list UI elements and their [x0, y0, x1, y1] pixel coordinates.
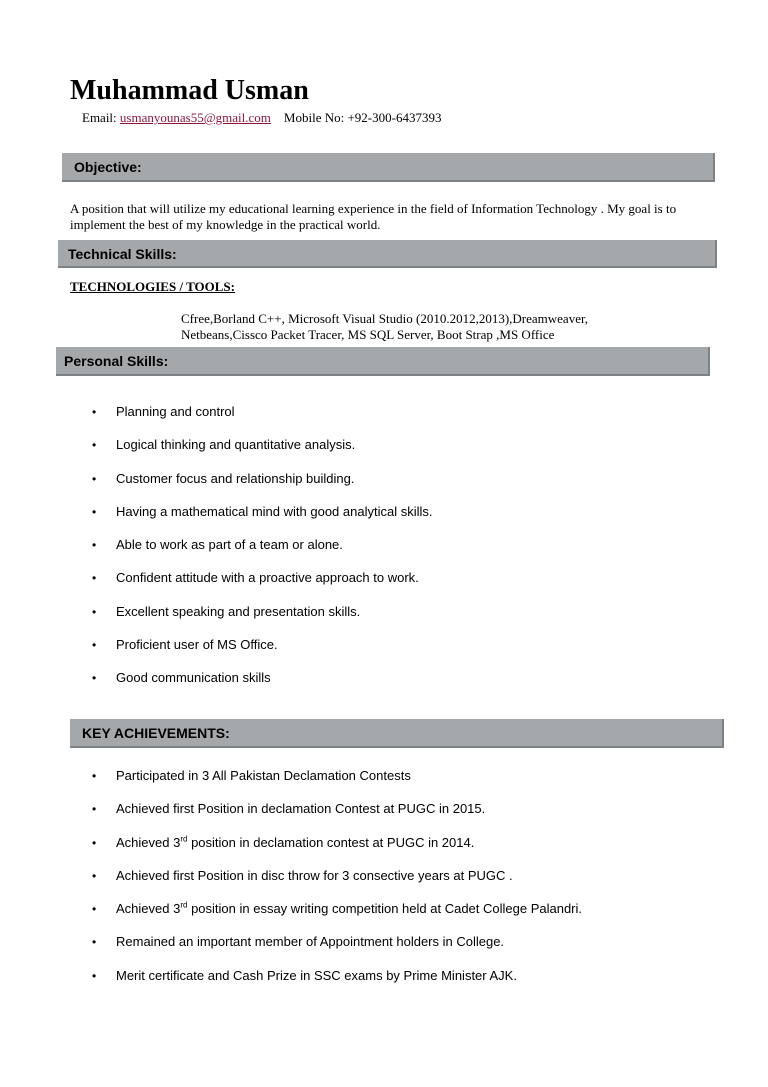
- achievements-list: [92, 768, 583, 1001]
- mobile-label: Mobile No:: [283, 110, 345, 125]
- personal-skill-item: [92, 637, 432, 670]
- technologies-list: [181, 311, 588, 343]
- personal-skill-item-text: Able to work as part of a team or alone.: [116, 537, 343, 553]
- personal-skill-item: [92, 570, 432, 603]
- objective-text: A position that will utilize my educational learning experience in the field of Information Technology . My goal is to implement the best of my knowledge in the practical world.: [70, 201, 677, 232]
- achievement-item-text: Remained an important member of Appointment holders in College.: [116, 934, 505, 950]
- technologies-line-2: Netbeans,Cissco Packet Tracer, MS SQL Server, Boot Strap ,MS Office: [181, 327, 555, 342]
- personal-skill-item-text: Good communication skills: [116, 670, 271, 686]
- achievement-item-text: Merit certificate and Cash Prize in SSC exams by Prime Minister AJK.: [116, 967, 517, 983]
- achievements-heading: KEY ACHIEVEMENTS:: [82, 725, 230, 741]
- personal-heading: Personal Skills:: [64, 353, 169, 369]
- objective-heading: Objective:: [74, 159, 142, 175]
- achievement-item: [92, 900, 583, 934]
- bullet-icon: •: [92, 671, 97, 686]
- personal-skill-item: [92, 470, 432, 504]
- bullet-icon: •: [92, 802, 97, 817]
- personal-skill-item: [92, 437, 432, 470]
- achievement-item: [92, 934, 582, 967]
- personal-skill-item-text: Logical thinking and quantitative analysis.: [116, 437, 356, 453]
- achievement-item-text: Achieved 3rd position in declamation contest at PUGC in 2014.: [116, 834, 475, 850]
- bullet-icon: •: [92, 438, 97, 453]
- mobile-number: +92-300-6437393: [347, 110, 442, 125]
- achievement-item-text: Achieved first Position in disc throw for 3 consective years at PUGC .: [116, 867, 513, 883]
- personal-skill-item: [92, 603, 432, 637]
- bullet-icon: •: [92, 571, 97, 586]
- technologies-line-1: Cfree,Borland C++, Microsoft Visual Studio (2010.2012,2013),Dreamweaver,: [181, 311, 589, 326]
- email-link[interactable]: usmanyounas55@gmail.com: [119, 110, 271, 125]
- achievements-heading-bar: [70, 719, 724, 748]
- technologies-subheading: TECHNOLOGIES / TOOLS:: [70, 279, 235, 294]
- email-label: Email:: [82, 110, 117, 125]
- bullet-icon: •: [92, 868, 97, 883]
- achievement-item-text: Achieved 3rd position in essay writing competition held at Cadet College Palandri.: [116, 900, 583, 917]
- contact-line: [82, 110, 441, 126]
- personal-skill-item-text: Having a mathematical mind with good analytical skills.: [116, 503, 433, 519]
- personal-heading-bar: [56, 347, 710, 376]
- bullet-icon: •: [92, 638, 97, 653]
- technical-heading-bar: [58, 240, 717, 268]
- achievement-item: [92, 768, 582, 801]
- personal-skill-item-text: Planning and control: [116, 404, 235, 419]
- achievement-item-text: Achieved first Position in declamation Contest at PUGC in 2015.: [116, 801, 486, 817]
- technical-heading: Technical Skills:: [68, 246, 177, 262]
- bullet-icon: •: [92, 968, 97, 983]
- personal-skill-item-text: Confident attitude with a proactive approach to work.: [116, 570, 419, 586]
- achievement-item: [92, 834, 582, 868]
- bullet-icon: •: [92, 935, 97, 950]
- bullet-icon: •: [92, 504, 97, 519]
- bullet-icon: •: [92, 902, 97, 917]
- achievement-item-text: Participated in 3 All Pakistan Declamation Contests: [116, 768, 411, 783]
- personal-skill-item-text: Excellent speaking and presentation skills.: [116, 603, 361, 619]
- personal-skill-item: [92, 503, 433, 537]
- personal-skill-item: [92, 537, 432, 570]
- personal-skill-item: [92, 670, 432, 703]
- personal-skill-item: [92, 404, 432, 437]
- bullet-icon: •: [92, 405, 97, 419]
- candidate-name: Muhammad Usman: [70, 75, 309, 106]
- achievement-item: [92, 967, 582, 1001]
- achievement-item: [92, 801, 582, 834]
- objective-heading-bar: [62, 153, 715, 182]
- bullet-icon: •: [92, 471, 97, 486]
- bullet-icon: •: [92, 835, 97, 850]
- bullet-icon: •: [92, 604, 97, 619]
- personal-skill-item-text: Proficient user of MS Office.: [116, 637, 278, 653]
- personal-skill-item-text: Customer focus and relationship building.: [116, 470, 355, 486]
- bullet-icon: •: [92, 769, 97, 783]
- achievement-item: [92, 867, 582, 901]
- personal-skills-list: [92, 404, 433, 704]
- bullet-icon: •: [92, 538, 97, 553]
